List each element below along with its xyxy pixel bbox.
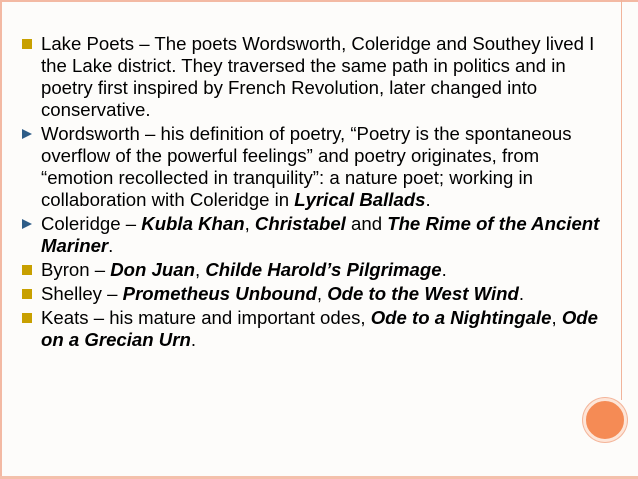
work-title: Ode to the West Wind [327, 283, 519, 304]
item-text: Lake Poets – The poets Wordsworth, Coleridge and Southey lived I the Lake district. They traversed the same path in politics and in poetry first inspired by French Revolution, later changed into conservative. [41, 33, 595, 120]
list-item [22, 33, 612, 121]
arrow-bullet-icon [22, 219, 32, 229]
frame-right-border [621, 0, 622, 400]
square-bullet-icon [22, 289, 32, 299]
work-title: Lyrical Ballads [294, 189, 426, 210]
item-text: Coleridge – [41, 213, 142, 234]
item-text: Wordsworth – his definition of poetry, “Poetry is the spontaneous overflow of the powerful feelings” and poetry originates, from “emotion recollected in tranquility”: a nature poet; working in collaboration with Coleridge in [41, 123, 572, 210]
list-item [22, 259, 612, 281]
list-item [22, 123, 612, 211]
work-title: Kubla Khan [141, 213, 245, 234]
bullet-list [22, 33, 612, 353]
item-text: . [441, 259, 447, 280]
work-title: Christabel [254, 213, 346, 234]
item-text: . [425, 189, 431, 210]
list-item [22, 307, 612, 351]
item-text: , [551, 307, 562, 328]
list-item [22, 213, 612, 257]
work-title: The Rime of the Ancient Mariner [41, 213, 600, 256]
item-text: Byron – [41, 259, 111, 280]
item-text: , [244, 213, 255, 234]
item-text: and [345, 213, 388, 234]
work-title: Don Juan [110, 259, 195, 280]
item-text: , [316, 283, 328, 304]
arrow-bullet-icon [22, 129, 32, 139]
frame-top-border [0, 0, 638, 2]
square-bullet-icon [22, 313, 32, 323]
item-text: . [518, 283, 525, 304]
list-item [22, 283, 612, 305]
square-bullet-icon [22, 39, 32, 49]
frame-left-border [0, 0, 2, 479]
work-title: Ode to a Nightingale [370, 307, 552, 328]
item-text: . [108, 235, 114, 256]
item-text: Keats – his mature and important odes, [41, 307, 371, 328]
work-title: Childe Harold’s Pilgrimage [205, 259, 442, 280]
decorative-circle [583, 398, 627, 442]
item-text: , [194, 259, 206, 280]
work-title: Ode on a Grecian Urn [41, 307, 598, 350]
square-bullet-icon [22, 265, 32, 275]
work-title: Prometheus Unbound [122, 283, 317, 304]
item-text: . [190, 329, 196, 350]
item-text: Shelley – [41, 283, 123, 304]
